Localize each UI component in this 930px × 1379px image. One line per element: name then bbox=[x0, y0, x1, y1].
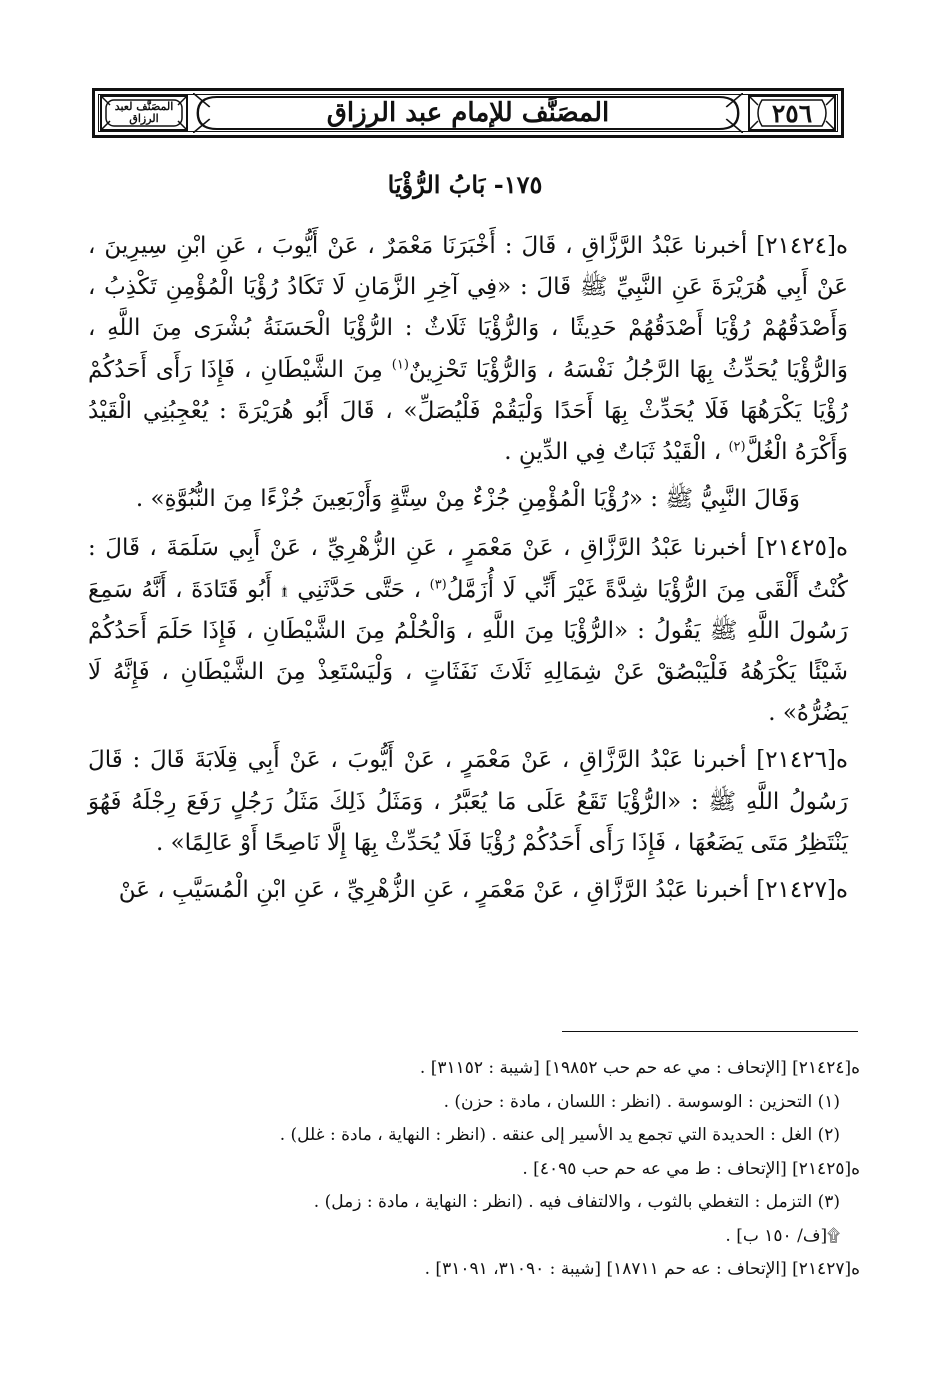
prophet-saying bbox=[88, 479, 848, 520]
footnote-item: ه[٢١٤٢٧] [الإتحاف : عه حم ١٨٧١١] [شيبة : ٣١٠٩٠، ٣١٠٩١] . bbox=[424, 1259, 860, 1279]
seal-text: المصَنَّف لعبد الرزاق bbox=[114, 100, 174, 125]
hadith-21426 bbox=[88, 740, 848, 864]
running-title: المصَنَّف للإمام عبد الرزاق bbox=[326, 98, 610, 128]
hadith-21427 bbox=[88, 870, 848, 911]
footnote-item: (٣) التزمل : التغطي بالثوب ، والالتفاف فيه . (انظر : النهاية ، مادة : زمل) . bbox=[313, 1192, 840, 1212]
page-number-ornament bbox=[748, 95, 836, 131]
main-text bbox=[88, 226, 848, 917]
footnote-ref[interactable]: (٢) bbox=[728, 439, 746, 455]
hadith-text: وَقَالَ النَّبِيُّ ﷺ : «رُؤْيَا الْمُؤْمِنِ جُزْءٌ مِنْ سِتَّةٍ وَأَرْبَعِينَ جُزْءًا مِنَ النُّبُوَّةِ» . bbox=[135, 486, 800, 513]
hadith-text: ، حَتَّى حَدَّثَنِي ۩ أَبُو قَتَادَةَ ، أَنَّهُ سَمِعَ رَسُولَ اللَّهِ ﷺ يَقُولُ : «الرُّؤْيَا مِنَ اللَّهِ ، وَالْحُلْمُ مِنَ الشَّيْطَانِ ، فَإِذَا حَلَمَ أَحَدُكُمْ شَيْئًا يَكْرَهُهُ فَلْيَبْصُقْ عَنْ شِمَالِهِ ثَلَاثَ نَفَثَاتٍ ، وَلْيَسْتَعِذْ مِنَ الشَّيْطَانِ ، فَإِنَّهُ لَا يَضُرُّهُ» . bbox=[88, 576, 848, 727]
running-title-cartouche bbox=[193, 93, 743, 133]
seal-ornament bbox=[100, 95, 188, 131]
hadith-text: ه[٢١٤٢٥] أخبرنا عَبْدُ الرَّزَّاقِ ، عَنْ مَعْمَرٍ ، عَنِ الزُّهْرِيِّ ، عَنْ أَبِي سَلَمَةَ ، قَالَ : كُنْتُ أَلْقَى مِنَ الرُّؤْيَا شِدَّةً غَيْرَ أَنِّي لَا أُزَمَّلُ bbox=[88, 535, 848, 603]
page-header-frame bbox=[92, 88, 844, 138]
hadith-21425 bbox=[88, 528, 848, 734]
footnote-item: ه[٢١٤٢٤] [الإتحاف : مي عه حم حب ١٩٨٥٢] [شيبة : ٣١١٥٢] . bbox=[419, 1058, 860, 1078]
footnote-item: ۩[ف/ ١٥٠ ب] . bbox=[725, 1225, 840, 1246]
footnotes bbox=[88, 1052, 860, 1287]
hadith-text: مِنَ الشَّيْطَانِ ، فَإِذَا رَأَى أَحَدُكُمْ رُؤْيَا يَكْرَهُهَا فَلَا يُحَدِّثْ بِهَا أَحَدًا وَلْيَقُمْ فَلْيُصَلِّ» ، قَالَ أَبُو هُرَيْرَةَ : يُعْجِبُنِي الْقَيْدُ وَأَكْرَهُ الْغُلَّ bbox=[88, 356, 848, 466]
hadith-text: ه[٢١٤٢٤] أخبرنا عَبْدُ الرَّزَّاقِ ، قَالَ : أَخْبَرَنَا مَعْمَرٌ ، عَنْ أَيُّوبَ ، عَنِ ابْنِ سِيرِينَ ، عَنْ أَبِي هُرَيْرَةَ عَنِ النَّبِيِّ ﷺ قَالَ : «فِي آخِرِ الزَّمَانِ لَا تَكَادُ رُؤْيَا الْمُؤْمِنِ تَكْذِبُ ، وَأَصْدَقُهُمْ رُؤْيَا أَصْدَقُهُمْ حَدِيثًا ، وَالرُّؤْيَا ثَلَاثٌ : الرُّؤْيَا الْحَسَنَةُ بُشْرَى مِنَ اللَّهِ ، وَالرُّؤْيَا يُحَدِّثُ بِهَا الرَّجُلُ نَفْسَهُ ، وَالرُّؤْيَا تَحْزِينٌ bbox=[88, 233, 849, 383]
hadith-text: ، الْقَيْدُ ثَبَاتٌ فِي الدِّينِ . bbox=[504, 439, 729, 466]
page-number: ٢٥٦ bbox=[771, 98, 813, 128]
hadith-text: ه[٢١٤٢٧] أخبرنا عَبْدُ الرَّزَّاقِ ، عَنْ مَعْمَرٍ ، عَنِ الزُّهْرِيِّ ، عَنِ ابْنِ الْمُسَيَّبِ ، عَنْ bbox=[118, 877, 848, 904]
chapter-title: ١٧٥- بَابُ الرُّؤْيَا bbox=[387, 170, 543, 199]
hadith-text: ه[٢١٤٢٦] أخبرنا عَبْدُ الرَّزَّاقِ ، عَنْ مَعْمَرٍ ، عَنْ أَيُّوبَ ، عَنْ أَبِي قِلَابَةَ قَالَ : قَالَ رَسُولُ اللَّهِ ﷺ : «الرُّؤْيَا تَقَعُ عَلَى مَا يُعَبَّرُ ، وَمَثَلُ ذَلِكَ مَثَلُ رَجُلٍ رَفَعَ رِجْلَهُ فَهُوَ يَنْتَظِرُ مَتَى يَضَعُهَا ، فَإِذَا رَأَى أَحَدُكُمْ رُؤْيَا فَلَا يُحَدِّثْ بِهَا إِلَّا نَاصِحًا أَوْ عَالِمًا» . bbox=[88, 747, 848, 856]
footnote-item: (٢) الغل : الحديدة التي تجمع يد الأسير إلى عنقه . (انظر : النهاية ، مادة : غلل) . bbox=[279, 1125, 840, 1145]
footnote-divider bbox=[562, 1031, 858, 1032]
footnote-item: (١) التحزين : الوسوسة . (انظر : اللسان ، مادة : حزن) . bbox=[443, 1091, 840, 1112]
footnote-item: ه[٢١٤٢٥] [الإتحاف : ط مي عه حم حب ٤٠٩٥] . bbox=[522, 1158, 860, 1179]
footnote-ref[interactable]: (٣) bbox=[429, 576, 447, 592]
hadith-21424 bbox=[88, 226, 848, 473]
footnote-ref[interactable]: (١) bbox=[391, 356, 409, 372]
